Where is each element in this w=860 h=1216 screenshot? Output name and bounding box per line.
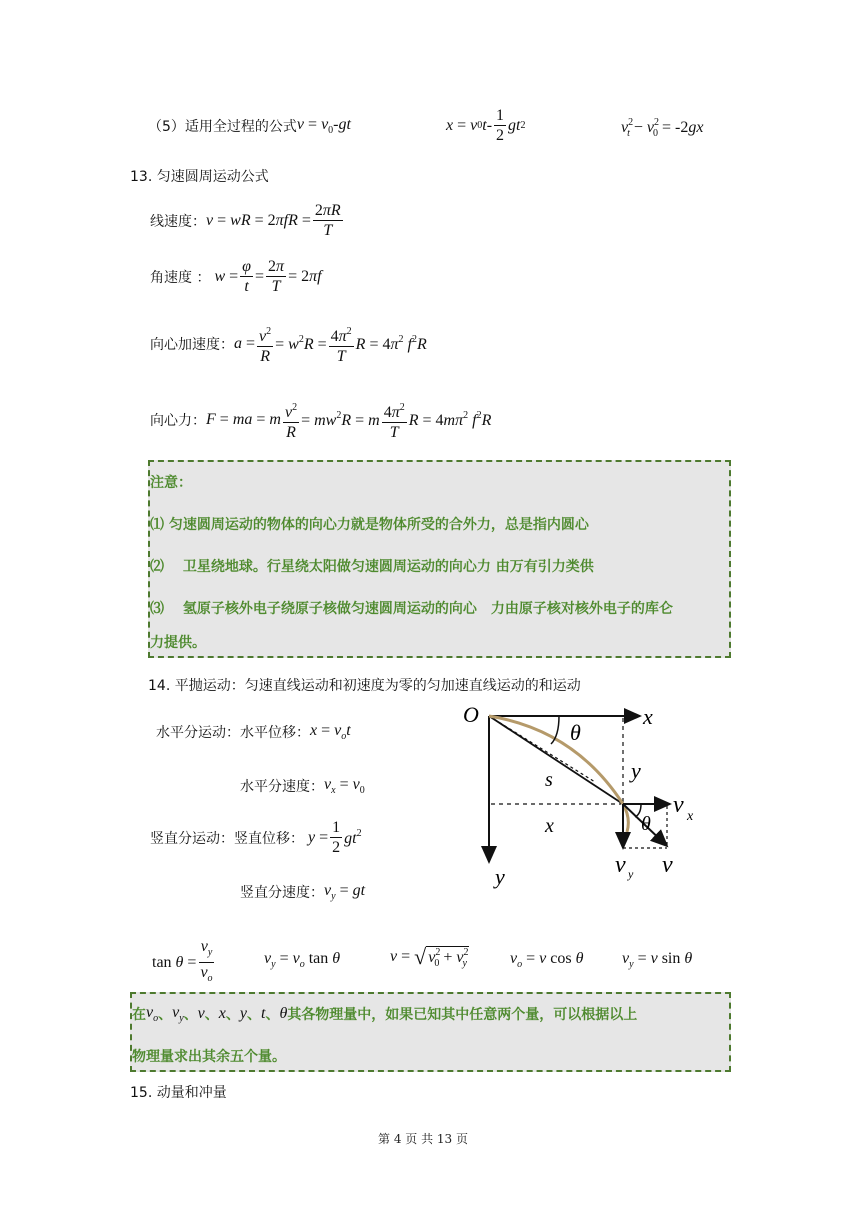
note-box-projectile <box>130 992 731 1072</box>
note-title: 注意： <box>150 475 192 491</box>
vertical-velocity-row: 竖直分速度： $v_y$ = gt <box>240 882 366 902</box>
trajectory-curve <box>489 716 628 832</box>
page-footer: 第 4 页 共 13 页 <box>378 1132 468 1146</box>
horizontal-displacement-row: 水平分运动： 水平位移： $x = v_ot$ <box>156 722 351 742</box>
note2-line-1: 在 $v_o$ 、 $v_y$ 、 v 、 x 、 y 、 t 、 θ 其各物理量中，如果已知其中任意两个量，可以根据以上 <box>132 1004 638 1024</box>
vx-sub-label: x <box>687 809 694 824</box>
angular-velocity-row: 角速度 ： w = $\frac{\varphi}{t}$ = $\frac{2\pi}{T}$ = 2πf <box>150 258 322 295</box>
linear-velocity-label: 线速度： <box>150 213 206 230</box>
note-line-3a: ⑶ 氢原子核外电子绕原子核做匀速圆周运动的向心 力由原子核对核外电子的库仑 <box>150 601 673 617</box>
vx-label: v <box>673 792 684 818</box>
vy-sin-formula: $v_y = v$ sin θ <box>622 950 693 970</box>
vertical-displacement-label: 竖直位移： <box>234 830 304 847</box>
heading-14: 14. 平抛运动：匀速直线运动和初速度为零的匀加速直线运动的和运动 <box>148 678 581 694</box>
displacement-line <box>489 716 623 804</box>
y-axis-label: y <box>495 864 505 889</box>
centripetal-force-label: 向心力： <box>150 413 206 429</box>
vy-tan-formula: $v_y = v_o$ tan θ <box>264 950 341 970</box>
v-label: v <box>662 852 673 878</box>
horizontal-velocity-label: 水平分速度： <box>240 779 324 795</box>
x-axis-label: x <box>643 704 653 729</box>
formula-vt2: $v^2_t - v^2_0 = -2gx$ <box>621 117 704 139</box>
projectile-diagram <box>455 700 705 890</box>
s-label: s <box>545 769 553 791</box>
horizontal-velocity-row: 水平分速度： $v_x = v_0$ <box>240 776 365 796</box>
note-line-1: ⑴ 匀速圆周运动的物体的向心力就是物体所受的合外力，总是指内圆心 <box>150 517 589 533</box>
x-segment-label: x <box>545 815 554 837</box>
heading-13: 13. 匀速圆周运动公式 <box>130 169 269 185</box>
centripetal-accel-label: 向心加速度： <box>150 337 234 353</box>
v-magnitude-formula: v = √ $v^2_0 + v^2_y$ <box>390 944 469 969</box>
angular-velocity-label: 角速度 ： <box>150 269 211 286</box>
formula-x: x = v 0 t - $\frac{1}{2}$ gt 2 <box>446 107 526 144</box>
vy-sub-label: y <box>628 867 634 881</box>
vo-cos-formula: $v_o = v$ cos θ <box>510 950 584 970</box>
vertical-displacement-row: 竖直分运动： 竖直位移： y = $\frac{1}{2}$ $gt^2$ <box>150 819 362 856</box>
note2-mid: 其各物理量中，如果已知其中任意两个量，可以根据以上 <box>287 1007 638 1023</box>
note2-line-2: 物理量求出其余五个量。 <box>132 1049 286 1065</box>
linear-velocity-row: 线速度： v = wR = 2πfR = $\frac{2\pi R}{T}$ <box>150 202 341 239</box>
theta-label-bottom: θ <box>641 813 651 835</box>
theta-label-top: θ <box>570 720 581 745</box>
note2-pre: 在 <box>132 1007 146 1023</box>
heading-15: 15. 动量和冲量 <box>130 1085 227 1101</box>
centripetal-force-row: 向心力： F = ma = m $\frac{v^2}{R}$ = $mw^2R = m$ $\frac{4\pi^2}{T}$ $R = 4m\pi^2$ $f^2R$ <box>150 398 491 442</box>
vertical-velocity-label: 竖直分速度： <box>240 885 324 901</box>
note-line-3b: 力提供。 <box>150 635 206 651</box>
note-line-2: ⑵ 卫星绕地球。行星绕太阳做匀速圆周运动的向心力 由万有引力类供 <box>150 559 594 575</box>
tan-theta-formula: tan θ = $\frac{v_y}{v_o}$ <box>152 938 213 984</box>
item5-row <box>148 116 351 136</box>
centripetal-accel-row: 向心加速度： a = $\frac{v^2}{R}$ = $w^2R$ = $\frac{4\pi^2}{T}$ $R = 4\pi^2$ $f^2R$ <box>150 322 427 366</box>
origin-label: O <box>463 702 479 727</box>
vertical-motion-label: 竖直分运动： <box>150 830 234 847</box>
horizontal-displacement-label: 水平位移： <box>240 725 310 741</box>
formula-v-gt: $v = v_0-gt$ <box>296 116 351 136</box>
item5-label: （5）适用全过程的公式 <box>148 119 297 135</box>
y-segment-label: y <box>631 758 641 783</box>
note-box-circular <box>148 460 731 658</box>
vy-label: v <box>615 852 626 878</box>
horizontal-motion-label: 水平分运动： <box>156 725 240 741</box>
